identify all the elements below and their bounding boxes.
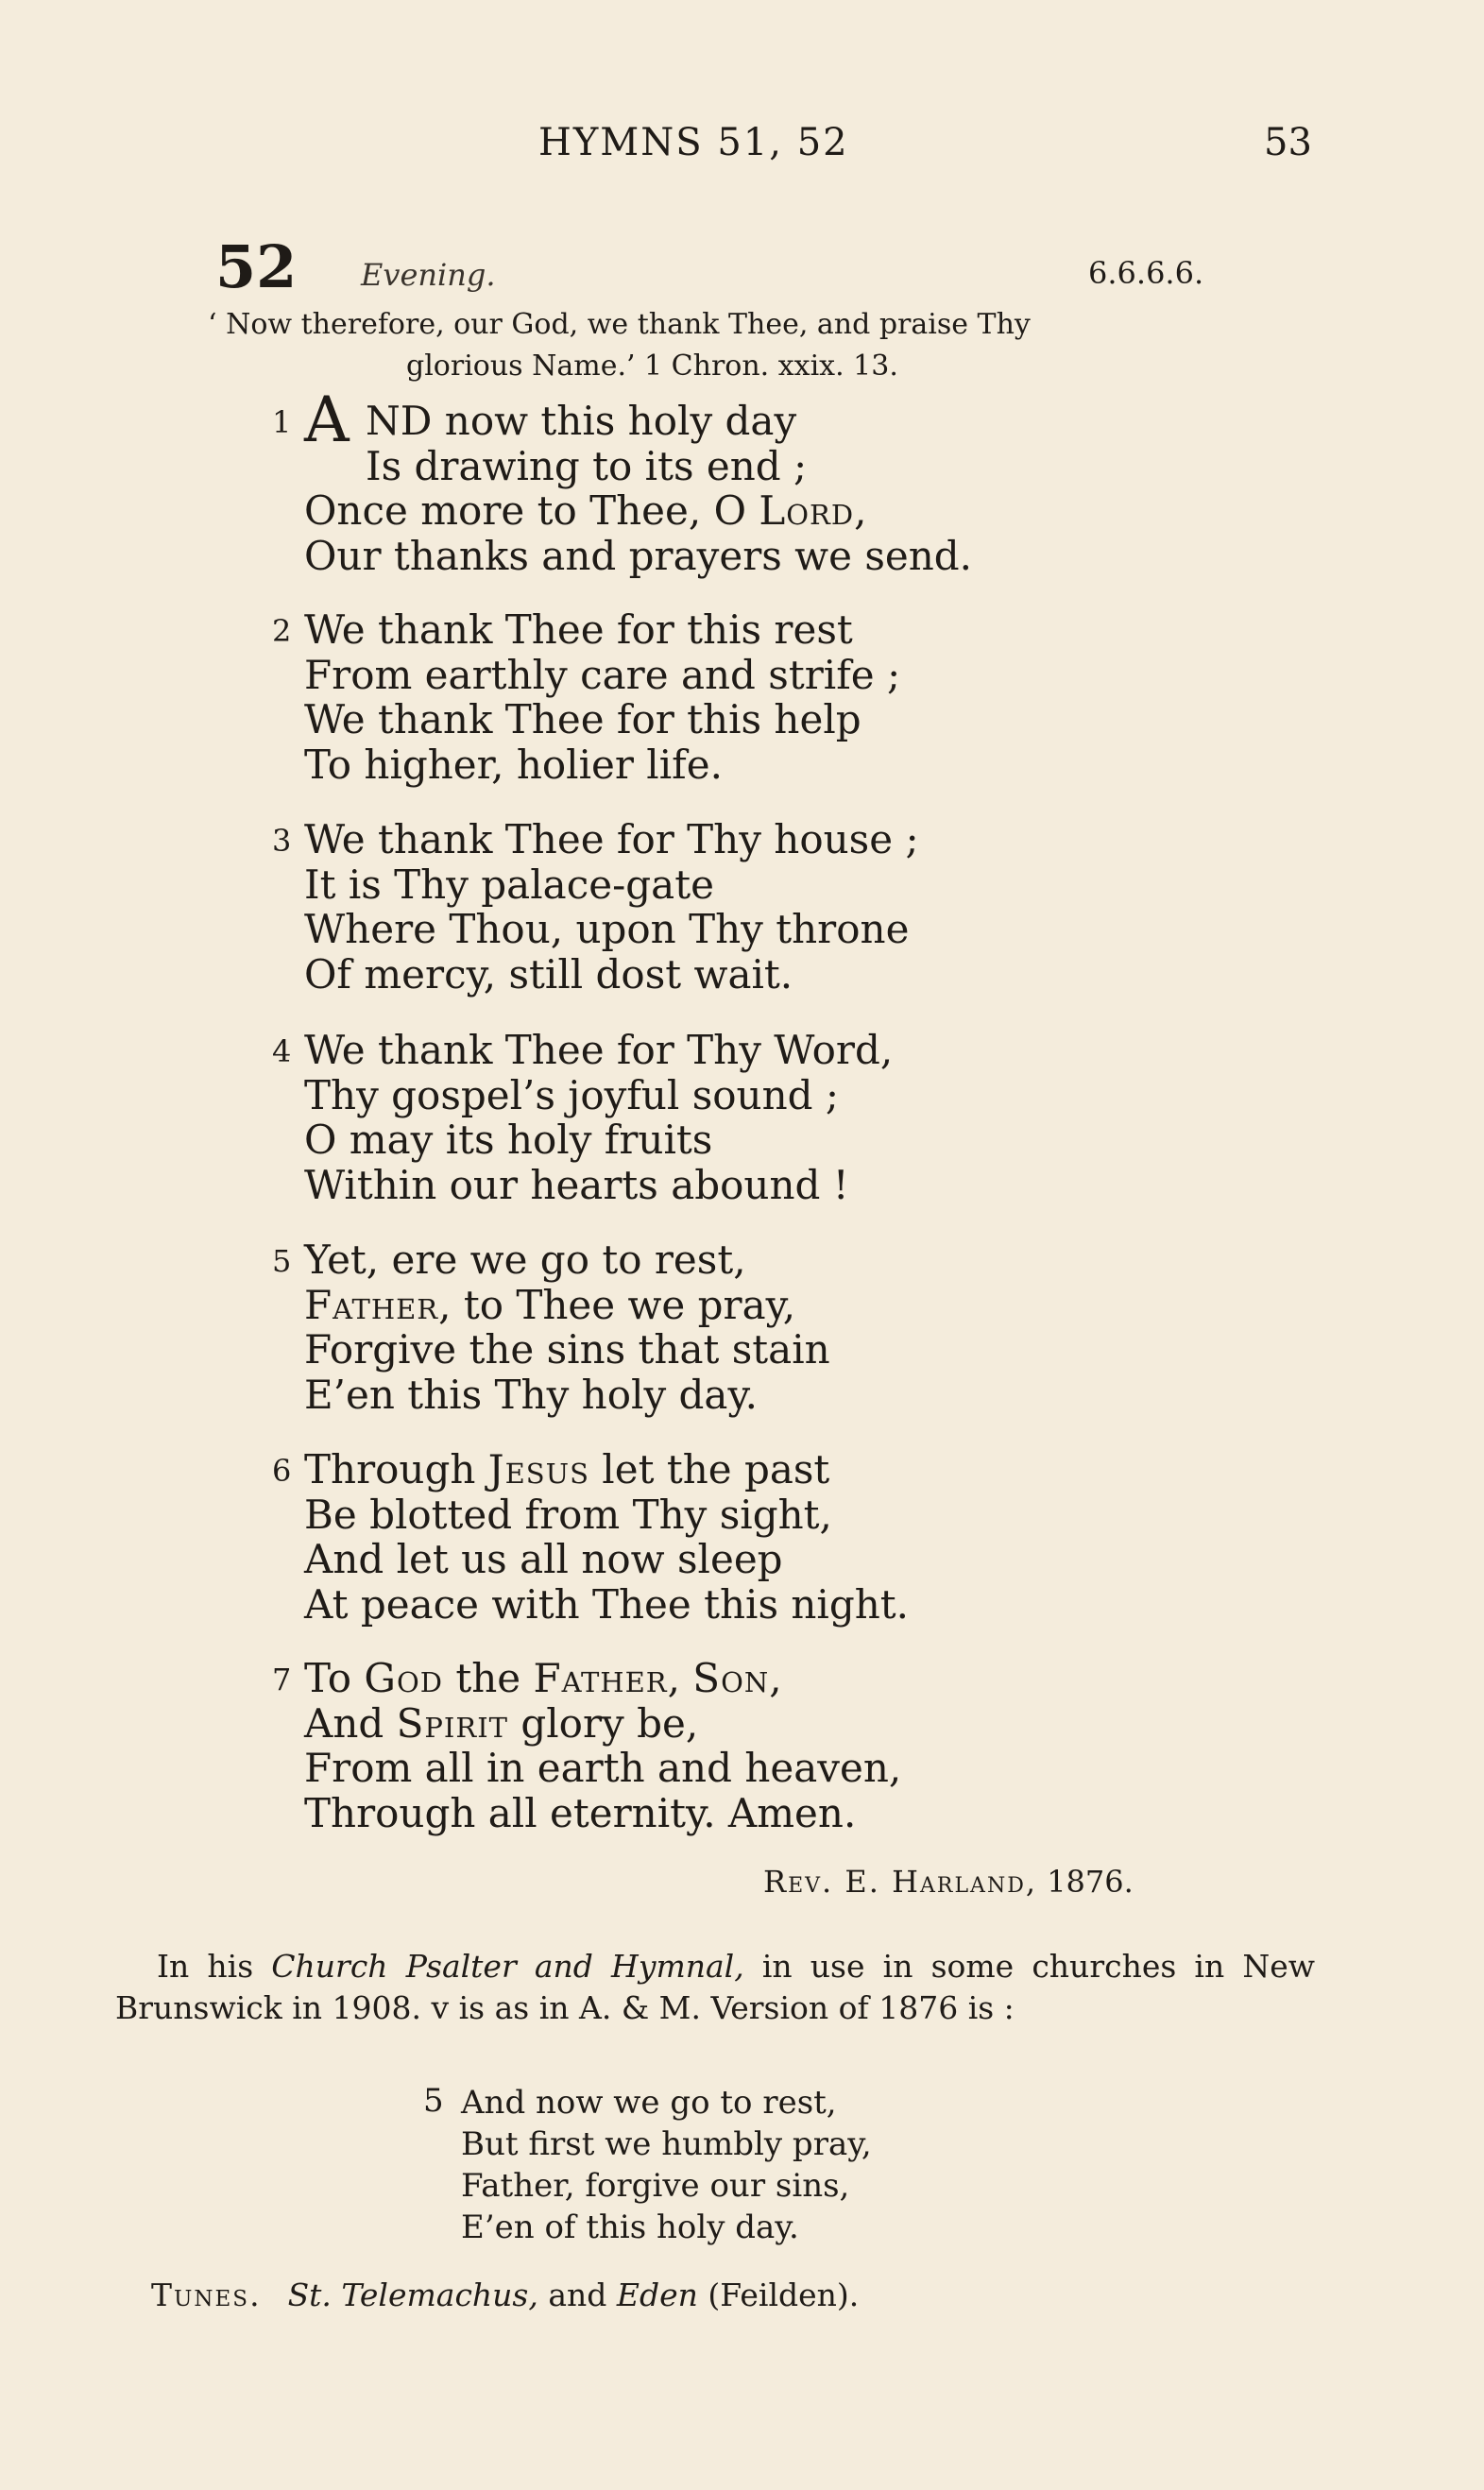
stanza-4 [272, 1027, 1154, 1208]
hymn-number: 52 [215, 232, 298, 301]
stanza-line: E’en this Thy holy day. [304, 1371, 758, 1418]
stanza-number: 3 [272, 823, 292, 859]
variant-line: But first we humbly pray, [461, 2125, 872, 2163]
variant-line: And now we go to rest, [461, 2084, 837, 2122]
stanza-line: We thank Thee for this help [304, 696, 861, 742]
stanza-line: Once more to Thee, O Lord, [304, 487, 867, 534]
stanza-line: We thank Thee for Thy house ; [304, 816, 919, 862]
stanza-line: Our thanks and prayers we send. [304, 532, 973, 579]
hymn-heading [0, 232, 1484, 314]
epigraph-line: ‘ Now therefore, our God, we thank Thee, and praise Thy [208, 308, 1031, 341]
stanza-line: Through all eternity. Amen. [304, 1789, 857, 1836]
stanza-line: Forgive the sins that stain [304, 1326, 830, 1373]
running-head [0, 121, 1484, 174]
stanza-line: Where Thou, upon Thy throne [304, 906, 910, 952]
variant-stanza [423, 2082, 872, 2248]
stanza-line: To higher, holier life. [304, 741, 723, 788]
page-number: 53 [1264, 121, 1312, 164]
stanza-line: Within our hearts abound ! [304, 1161, 849, 1208]
stanza-number: 4 [272, 1033, 292, 1069]
hymn-title: Evening. [361, 257, 496, 293]
stanza-7 [272, 1655, 1154, 1836]
tunes-line: Tunes. St. Telemachus, and Eden (Feilden). [151, 2277, 860, 2313]
stanza-number: 6 [272, 1453, 292, 1489]
drop-cap: A [304, 384, 350, 456]
variant-line: Father, forgive our sins, [461, 2167, 850, 2205]
stanza-1 [272, 384, 1154, 579]
running-head-title: HYMNS 51, 52 [538, 121, 849, 164]
stanza-6 [272, 1446, 1154, 1628]
stanza-line: A ND now this holy day [304, 384, 797, 456]
stanza-2 [272, 606, 1154, 788]
epigraph-line: glorious Name.’ 1 Chron. xxix. 13. [406, 350, 898, 383]
stanza-number: 5 [423, 2082, 444, 2120]
epigraph [208, 304, 1228, 387]
stanza-line: Is drawing to its end ; [366, 442, 808, 489]
stanza-line: Of mercy, still dost wait. [304, 950, 793, 998]
stanza-line: Through Jesus let the past [304, 1446, 830, 1492]
editorial-note [115, 1946, 1315, 2029]
stanza-line: Father, to Thee we pray, [304, 1281, 796, 1328]
stanza-line: We thank Thee for Thy Word, [304, 1027, 894, 1073]
stanza-line: Thy gospel’s joyful sound ; [304, 1071, 840, 1118]
stanza-line: It is Thy palace-gate [304, 861, 714, 908]
stanza-line: Yet, ere we go to rest, [304, 1236, 746, 1283]
stanza-line: From all in earth and heaven, [304, 1745, 902, 1791]
stanza-number: 2 [272, 613, 292, 649]
tunes-label: Tunes. [151, 2277, 262, 2313]
stanza-line: And Spirit glory be, [304, 1699, 699, 1747]
hymn-meter: 6.6.6.6. [1088, 255, 1204, 291]
stanza-3 [272, 816, 1154, 998]
stanza-line: To God the Father, Son, [304, 1655, 782, 1701]
stanza-line: And let us all now sleep [304, 1536, 783, 1582]
note-paragraph: In his Church Psalter and Hymnal, in use in some churches in New Brunswick in 1908. v is as in A. & M. Version of 1876 is : [115, 1948, 1315, 2026]
stanza-line: O may its holy fruits [304, 1117, 713, 1163]
variant-line: E’en of this holy day. [461, 2209, 799, 2246]
author-attribution: Rev. E. Harland, 1876. [763, 1864, 1134, 1900]
stanza-line: Be blotted from Thy sight, [304, 1491, 832, 1538]
stanza-5 [272, 1236, 1154, 1418]
stanza-number: 7 [272, 1662, 292, 1697]
stanza-line: At peace with Thee this night. [304, 1580, 910, 1628]
stanza-line: We thank Thee for this rest [304, 606, 853, 653]
stanza-number: 1 [272, 404, 292, 440]
stanza-line: From earthly care and strife ; [304, 651, 901, 698]
stanza-number: 5 [272, 1243, 292, 1279]
